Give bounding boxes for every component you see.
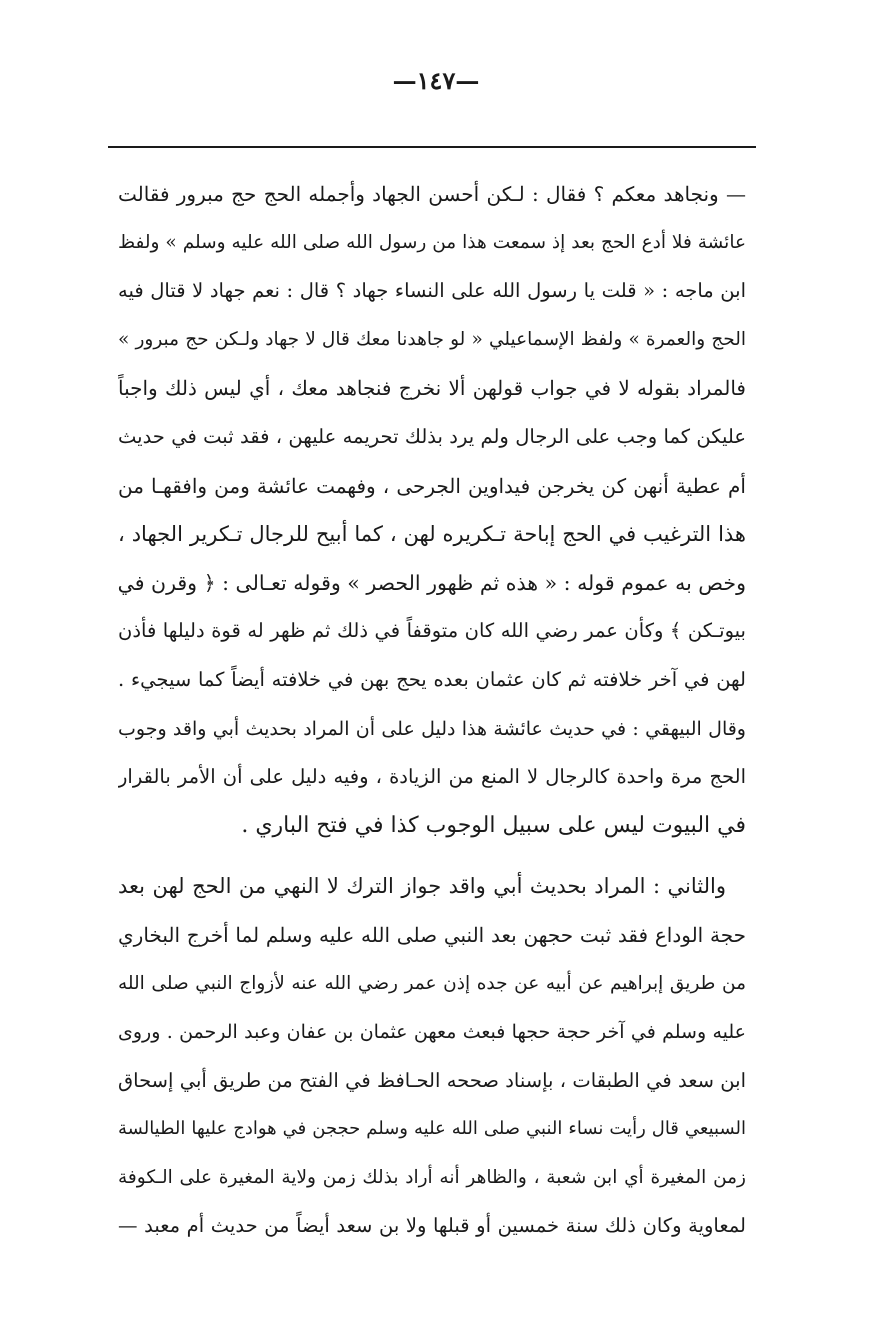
text-line: لمعاوية وكان ذلك سنة خمسين أو قبلها ولا بن سعد أيضاً من حديث أم معبد — [118, 1214, 746, 1238]
text-line: ابن سعد في الطبقات ، بإسناد صححه الحـافظ في الفتح من طريق أبي إسحاق [118, 1068, 746, 1092]
text-line: هذا الترغيب في الحج إباحة تـكريره لهن ، كما أبيح للرجال تـكرير الجهاد ، [118, 522, 746, 547]
text-line: والثاني : المراد بحديث أبي واقد جواز الترك لا النهي من الحج لهن بعد [118, 874, 726, 899]
header-rule [108, 146, 756, 148]
text-line: من طريق إبراهيم عن أبيه عن جده إذن عمر رضي الله عنه لأزواج النبي صلى الله [118, 972, 746, 994]
body-text [118, 170, 746, 1251]
text-line: عائشة فلا أدع الحج بعد إذ سمعت هذا من رسول الله صلى الله عليه وسلم » ولفظ [118, 231, 746, 253]
page-number: —١٤٧— [392, 66, 480, 95]
text-line: زمن المغيرة أي ابن شعبة ، والظاهر أنه أراد بذلك زمن ولاية المغيرة على الـكوفة [118, 1166, 746, 1188]
text-line: حجة الوداع فقد ثبت حجهن بعد النبي صلى الله عليه وسلم لما أخرج البخاري [118, 922, 746, 947]
text-line: وخص به عموم قوله : « هذه ثم ظهور الحصر » وقوله تعـالى : ﴿ وقرن في [118, 570, 746, 595]
text-line: عليكن كما وجب على الرجال ولم يرد بذلك تحريمه عليهن ، فقد ثبت في حديث [118, 424, 746, 448]
text-line: — ونجاهد معكم ؟ فقال : لـكن أحسن الجهاد وأجمله الحج حج مبرور فقالت [118, 182, 746, 206]
text-line: الحج والعمرة » ولفظ الإسماعيلي « لو جاهدنا معك قال لا جهاد ولـكن حج مبرور » [118, 328, 746, 350]
text-line: لهن في آخر خلافته ثم كان عثمان بعده يحج بهن في خلافته أيضاً كما سيجيء . [118, 667, 746, 691]
text-line: وقال البيهقي : في حديث عائشة هذا دليل على أن المراد بحديث أبي واقد وجوب [118, 717, 746, 740]
text-line: في البيوت ليس على سبيل الوجوب كذا في فتح الباري . [241, 812, 746, 838]
text-line: الحج مرة واحدة كالرجال لا المنع من الزيادة ، وفيه دليل على أن الأمر بالقرار [118, 765, 746, 789]
text-line: ابن ماجه : « قلت يا رسول الله على النساء جهاد ؟ قال : نعم جهاد لا قتال فيه [118, 279, 746, 303]
text-line: فالمراد بقوله لا في جواب قولهن ألا نخرج فنجاهد معك ، أي ليس ذلك واجباً [118, 376, 746, 401]
text-line: أم عطية أنهن كن يخرجن فيداوين الجرحى ، وفهمت عائشة ومن وافقهـا من [118, 473, 746, 498]
text-line: عليه وسلم في آخر حجة حجها فبعث معهن عثمان بن عفان وعبد الرحمن . وروى [118, 1021, 746, 1044]
paragraph-gap [118, 850, 746, 862]
text-line: السبيعي قال رأيت نساء النبي صلى الله عليه وسلم حججن في هوادج عليها الطيالسة [118, 1118, 746, 1140]
text-line: بيوتـكن ﴾ وكأن عمر رضي الله كان متوقفاً في ذلك ثم ظهر له قوة دليلها فأذن [118, 619, 746, 643]
